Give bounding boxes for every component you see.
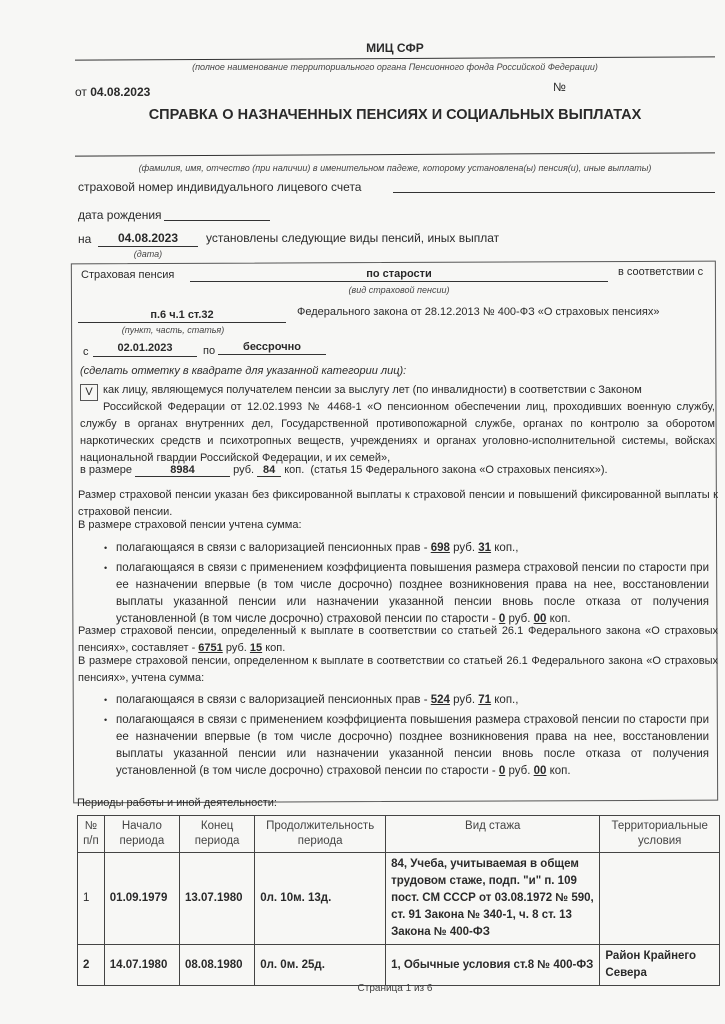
cell-number: 2: [78, 945, 105, 986]
col-header-duration: Продолжительность периода: [255, 816, 386, 853]
pension-label: Страховая пенсия: [81, 269, 175, 281]
cell-number: 1: [78, 853, 105, 945]
periods-title: Периоды работы и иной деятельности:: [77, 797, 277, 809]
category-text-rest: Российской Федерации от 12.02.1993 № 4468-1 «О пенсионном обеспечении лиц, проходивших военную службу, службу в органах внутренних дел, Государственной противопожарной службе, органах по контролю за оборотом наркотических средств и психотропных веществ, учреждениях и органах уголовно-исполнительной системы, войсках национальной гвардии Российской Федерации, и их семей»,: [80, 401, 715, 464]
name-line: [75, 152, 715, 156]
amount-line: [80, 464, 720, 477]
note-without-fixed: Размер страховой пенсии указан без фиксированной выплаты к страховой пенсии и повышений фиксированной выплаты к страховой пенсии.: [78, 489, 718, 518]
col-header-end: Конец периода: [180, 816, 255, 853]
included-kop: 00: [533, 613, 547, 625]
included-kop: 31: [478, 542, 492, 554]
table-header-row: [78, 816, 720, 853]
included-item: • полагающаяся в связи с применением коэффициента повышения размера страховой пенсии по старости при ее назначении впервые (в том числе досрочно) позднее возникновения права на нее, восстановлении выплаты указанной пенсии или назначении указанной пенсии вновь после отказа от получения установленной (в том числе досрочно) страховой пенсии по старости - 0 руб. 00 коп.: [104, 712, 709, 780]
law-text: Федерального закона от 28.12.2013 № 400-ФЗ «О страховых пенсиях»: [297, 306, 660, 318]
pension-type: по старости: [366, 268, 432, 280]
included-item: • полагающаяся в связи с валоризацией пенсионных прав - 524 руб. 71 коп.,: [104, 692, 709, 709]
art261-kop: 15: [249, 642, 263, 654]
category-hint: (сделать отметку в квадрате для указанной категории лиц):: [80, 365, 407, 377]
on-date-line: [98, 246, 198, 247]
pension-type-caption: (вид страховой пенсии): [348, 285, 450, 295]
art261-included-list: [104, 692, 709, 783]
table-row: [78, 945, 720, 986]
included-rub: 0: [498, 765, 506, 777]
to-date-line: [218, 354, 326, 355]
to-date: бессрочно: [243, 341, 301, 353]
pension-article: п.6 ч.1 ст.32: [150, 309, 214, 321]
cell-duration: 0л. 10м. 13д.: [255, 853, 386, 945]
cell-type: 84, Учеба, учитываемая в общем трудовом стаже, подп. "и" п. 109 пост. СМ СССР от 03.08.1972 № 590, ст. 91 Закона № 340-1, ч. 8 ст. 13 Закона № 400-ФЗ: [386, 853, 600, 945]
cell-territory: Район Крайнего Севера: [600, 945, 720, 986]
category-checkbox[interactable]: V: [80, 384, 98, 401]
col-header-type: Вид стажа: [386, 816, 600, 853]
document-title: СПРАВКА О НАЗНАЧЕННЫХ ПЕНСИЯХ И СОЦИАЛЬНЫХ ВЫПЛАТАХ: [148, 107, 642, 123]
cell-territory: [600, 853, 720, 945]
organ-name: МИЦ СФР: [366, 41, 424, 55]
document-date: 04.08.2023: [90, 85, 151, 99]
from-date-line: [93, 356, 197, 357]
cell-type: 1, Обычные условия ст.8 № 400-ФЗ: [386, 945, 600, 986]
included-kop: 00: [533, 765, 547, 777]
number-label: №: [553, 80, 566, 94]
on-label: на: [78, 232, 92, 246]
snils-label: страховой номер индивидуального лицевого счета: [78, 180, 362, 194]
category-text-line1: как лицу, являющемуся получателем пенсии за выслугу лет (по инвалидности) в соответствии с Законом: [103, 384, 642, 396]
included-rub: 698: [430, 542, 450, 554]
snils-field: [393, 192, 715, 193]
article-caption: (пункт, часть, статья): [121, 325, 225, 335]
cell-duration: 0л. 0м. 25д.: [255, 945, 386, 986]
col-header-territory: Территориальные условия: [600, 816, 720, 853]
included-rub: 524: [430, 694, 450, 706]
cell-start: 14.07.1980: [104, 945, 179, 986]
col-header-number: № п/п: [78, 816, 105, 853]
article-line: [78, 322, 286, 323]
from-label: с: [83, 346, 89, 358]
table-row: [78, 853, 720, 945]
established-text: установлены следующие виды пенсий, иных выплат: [206, 231, 500, 245]
periods-table: [77, 815, 720, 986]
amount-rub: 8984: [135, 464, 230, 477]
on-date-caption: (дата): [133, 249, 163, 259]
included-rub: 0: [498, 613, 506, 625]
name-caption: (фамилия, имя, отчество (при наличии) в именительном падеже, которому установлена(ы) пенсия(и), иные выплаты): [138, 163, 652, 173]
included-label: В размере страховой пенсии учтена сумма:: [78, 519, 302, 531]
amount-kop: 84: [257, 464, 281, 477]
kop-label: коп.: [284, 464, 305, 476]
page-number: Страница 1 из 6: [357, 983, 433, 994]
art261-rub: 6751: [198, 642, 223, 654]
date-line: [75, 85, 150, 99]
included-kop: 71: [478, 694, 492, 706]
from-date: 02.01.2023: [117, 342, 173, 354]
art261-included-label: В размере страховой пенсии, определенном к выплате в соответствии со статьей 26.1 Федерального закона «О страховых пенсиях», учтена сумма:: [78, 655, 718, 684]
included-item: • полагающаяся в связи с применением коэффициента повышения размера страховой пенсии по старости при ее назначении впервые (в том числе досрочно) позднее возникновения права на нее, восстановлении выплаты указанной пенсии или назначении указанной пенсии вновь после отказа от получения установленной (в том числе досрочно) страховой пенсии по старости - 0 руб. 00 коп.: [104, 560, 709, 628]
pension-type-line: [190, 281, 608, 282]
cell-start: 01.09.1979: [104, 853, 179, 945]
amount-note: (статья 15 Федерального закона «О страховых пенсиях»).: [310, 464, 608, 476]
birth-field: [164, 220, 270, 221]
art261-amount: Размер страховой пенсии, определенный к выплате в соответствии со статьей 26.1 Федерального закона «О страховых пенсиях», составляет - 6751 руб. 15 коп.: [78, 625, 718, 654]
rub-label: руб.: [233, 464, 255, 476]
cell-end: 08.08.1980: [180, 945, 255, 986]
organ-line: [75, 56, 715, 60]
amount-label: в размере: [80, 464, 132, 476]
organ-caption: (полное наименование территориального органа Пенсионного фонда Российской Федерации): [192, 62, 598, 72]
included-item: • полагающаяся в связи с валоризацией пенсионных прав - 698 руб. 31 коп.,: [104, 540, 709, 557]
on-date: 04.08.2023: [117, 231, 179, 245]
col-header-start: Начало периода: [104, 816, 179, 853]
included-list: [104, 540, 709, 631]
cell-end: 13.07.1980: [180, 853, 255, 945]
to-label: по: [203, 345, 216, 357]
according-text: в соответствии с: [618, 266, 704, 278]
date-prefix: от: [75, 85, 87, 99]
birth-label: дата рождения: [78, 208, 162, 222]
